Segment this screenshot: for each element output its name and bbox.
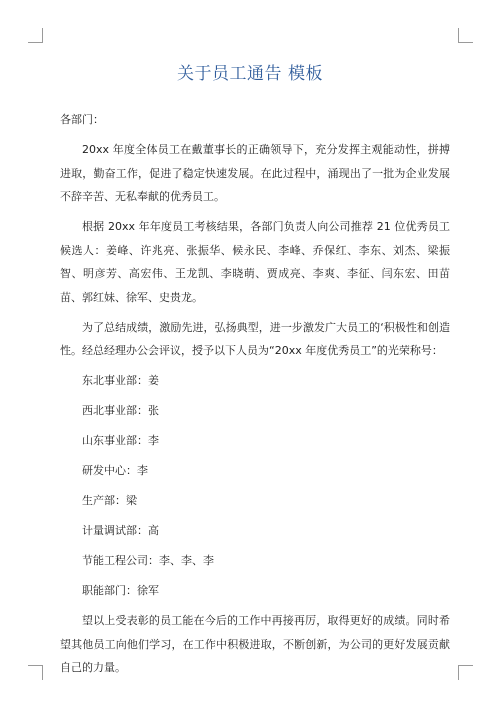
- document-body: [60, 108, 450, 686]
- award-line: 职能部门：徐军: [82, 584, 159, 597]
- crop-mark-bottom-right: [458, 665, 473, 680]
- paragraph-evaluation: 为了总结成绩，激励先进，弘扬典型，进一步激发广大员工的‘积极性和创造性。经总经理办公会评议，授予以下人员为“20xx 年度优秀员工”的光荣称号：: [60, 320, 450, 357]
- award-line: 生产部：梁: [82, 494, 137, 507]
- award-line: 计量调试部：高: [82, 524, 159, 537]
- paragraph-intro: 20xx 年度全体员工在戴董事长的正确领导下，充分发挥主观能动性，拼搏进取，勤奋工作，促进了稳定快速发展。在此过程中，涌现出了一批为企业发展不辞辛苦、无私奉献的优秀员工。: [60, 143, 450, 203]
- paragraph-closing: 望以上受表彰的员工能在今后的工作中再接再厉，取得更好的成绩。同时希望其他员工向他们学习，在工作中积极进取，不断创新，为公司的更好发展贡献自己的力量。: [60, 614, 450, 674]
- salutation: 各部门：: [60, 113, 104, 126]
- paragraph-candidates: 根据 20xx 年年度员工考核结果，各部门负责人向公司推荐 21 位优秀员工候选人：姜峰、许兆亮、张振华、候永民、李峰、乔保红、李东、刘杰、梁振智、明彦芳、高宏伟、王龙凯、李晓萌、贾成亮、李爽、李征、闫东宏、田苗苗、郭红妹、徐军、史贵龙。: [60, 220, 450, 304]
- award-line: 东北事业部：姜: [82, 374, 159, 387]
- award-line: 西北事业部：张: [82, 404, 159, 417]
- award-line: 节能工程公司：李、李、李: [82, 554, 214, 567]
- crop-mark-bottom-left: [28, 665, 43, 680]
- award-line: 研发中心：李: [82, 464, 148, 477]
- document-title: 关于员工通告 模板: [177, 64, 323, 84]
- award-line: 山东事业部：李: [82, 434, 159, 447]
- crop-mark-top-right: [458, 28, 473, 43]
- crop-mark-top-left: [28, 28, 43, 43]
